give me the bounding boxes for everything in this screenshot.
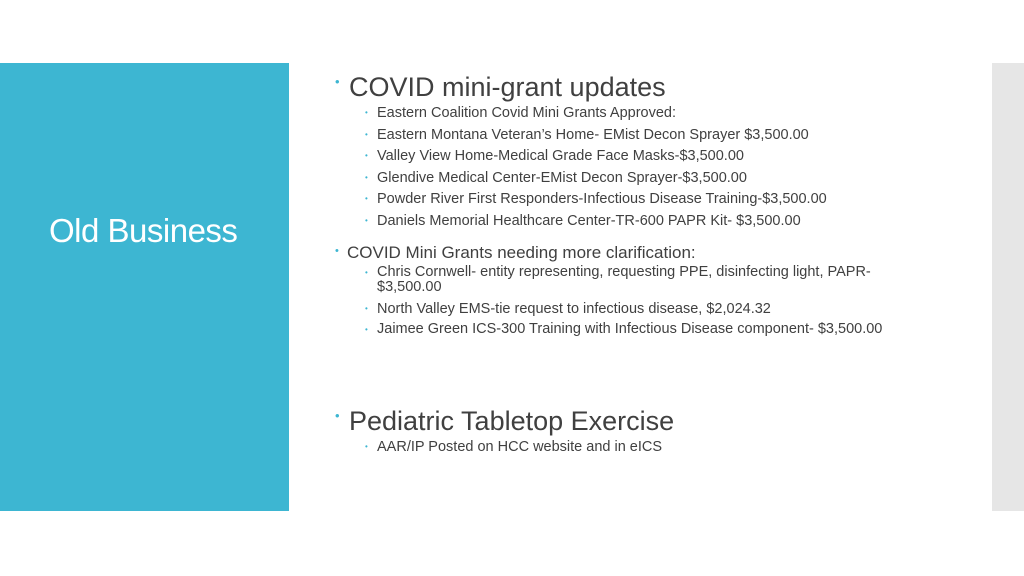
title-panel — [0, 63, 289, 511]
bullet-icon: • — [365, 194, 368, 203]
section-clarification — [335, 243, 935, 337]
bullet-icon: • — [365, 108, 368, 117]
bullet-icon: • — [365, 442, 368, 451]
bullet-icon: • — [365, 129, 368, 139]
list-item-text: Daniels Memorial Healthcare Center-TR-600 PAPR Kit- $3,500.00 — [377, 212, 801, 229]
bullet-icon: • — [365, 151, 368, 160]
list-item-text: Eastern Montana Veteran’s Home- EMist Decon Sprayer $3,500.00 — [377, 126, 809, 143]
section-covid-mini-grant-updates — [335, 72, 935, 229]
section-heading-text: Pediatric Tabletop Exercise — [349, 406, 675, 436]
list-item-text: Powder River First Responders-Infectious Disease Training-$3,500.00 — [377, 191, 827, 207]
list-item-text: Chris Cornwell- entity representing, requesting PPE, disinfecting light, PAPR- $3,500.00 — [377, 264, 871, 295]
section-heading — [335, 72, 935, 102]
bullet-icon: • — [335, 74, 340, 89]
list-item — [335, 105, 935, 121]
list-item-text: North Valley EMS-tie request to infectious disease, $2,024.32 — [377, 300, 771, 317]
list-item — [335, 127, 935, 143]
bullet-icon: • — [335, 408, 340, 423]
bullet-icon: • — [365, 215, 368, 225]
bullet-icon: • — [365, 325, 368, 334]
list-item-text: Jaimee Green ICS-300 Training with Infectious Disease component- $3,500.00 — [377, 321, 883, 337]
bullet-icon: • — [365, 172, 368, 182]
list-item-text: AAR/IP Posted on HCC website and in eICS — [377, 439, 663, 455]
list-item — [335, 191, 935, 207]
list-item — [335, 265, 917, 295]
section-heading — [335, 406, 935, 436]
section-pediatric-tabletop — [335, 406, 935, 455]
list-item-text: Valley View Home-Medical Grade Face Masks-$3,500.00 — [377, 148, 744, 164]
list-item — [335, 170, 935, 186]
right-decorative-bar — [992, 63, 1024, 511]
section-heading-text: COVID Mini Grants needing more clarification: — [347, 243, 696, 262]
list-item-text: Glendive Medical Center-EMist Decon Sprayer-$3,500.00 — [377, 169, 747, 186]
slide-title: Old Business — [49, 212, 238, 249]
list-item — [335, 301, 935, 317]
section-heading-text: COVID mini-grant updates — [349, 72, 666, 102]
list-item — [335, 148, 935, 164]
list-item-text: Eastern Coalition Covid Mini Grants Approved: — [377, 105, 677, 121]
bullet-icon: • — [335, 245, 339, 257]
bullet-icon: • — [365, 303, 368, 313]
list-item — [335, 322, 917, 337]
list-item — [335, 213, 935, 229]
bullet-icon: • — [365, 268, 368, 277]
list-item — [335, 439, 935, 455]
section-heading — [335, 243, 935, 263]
